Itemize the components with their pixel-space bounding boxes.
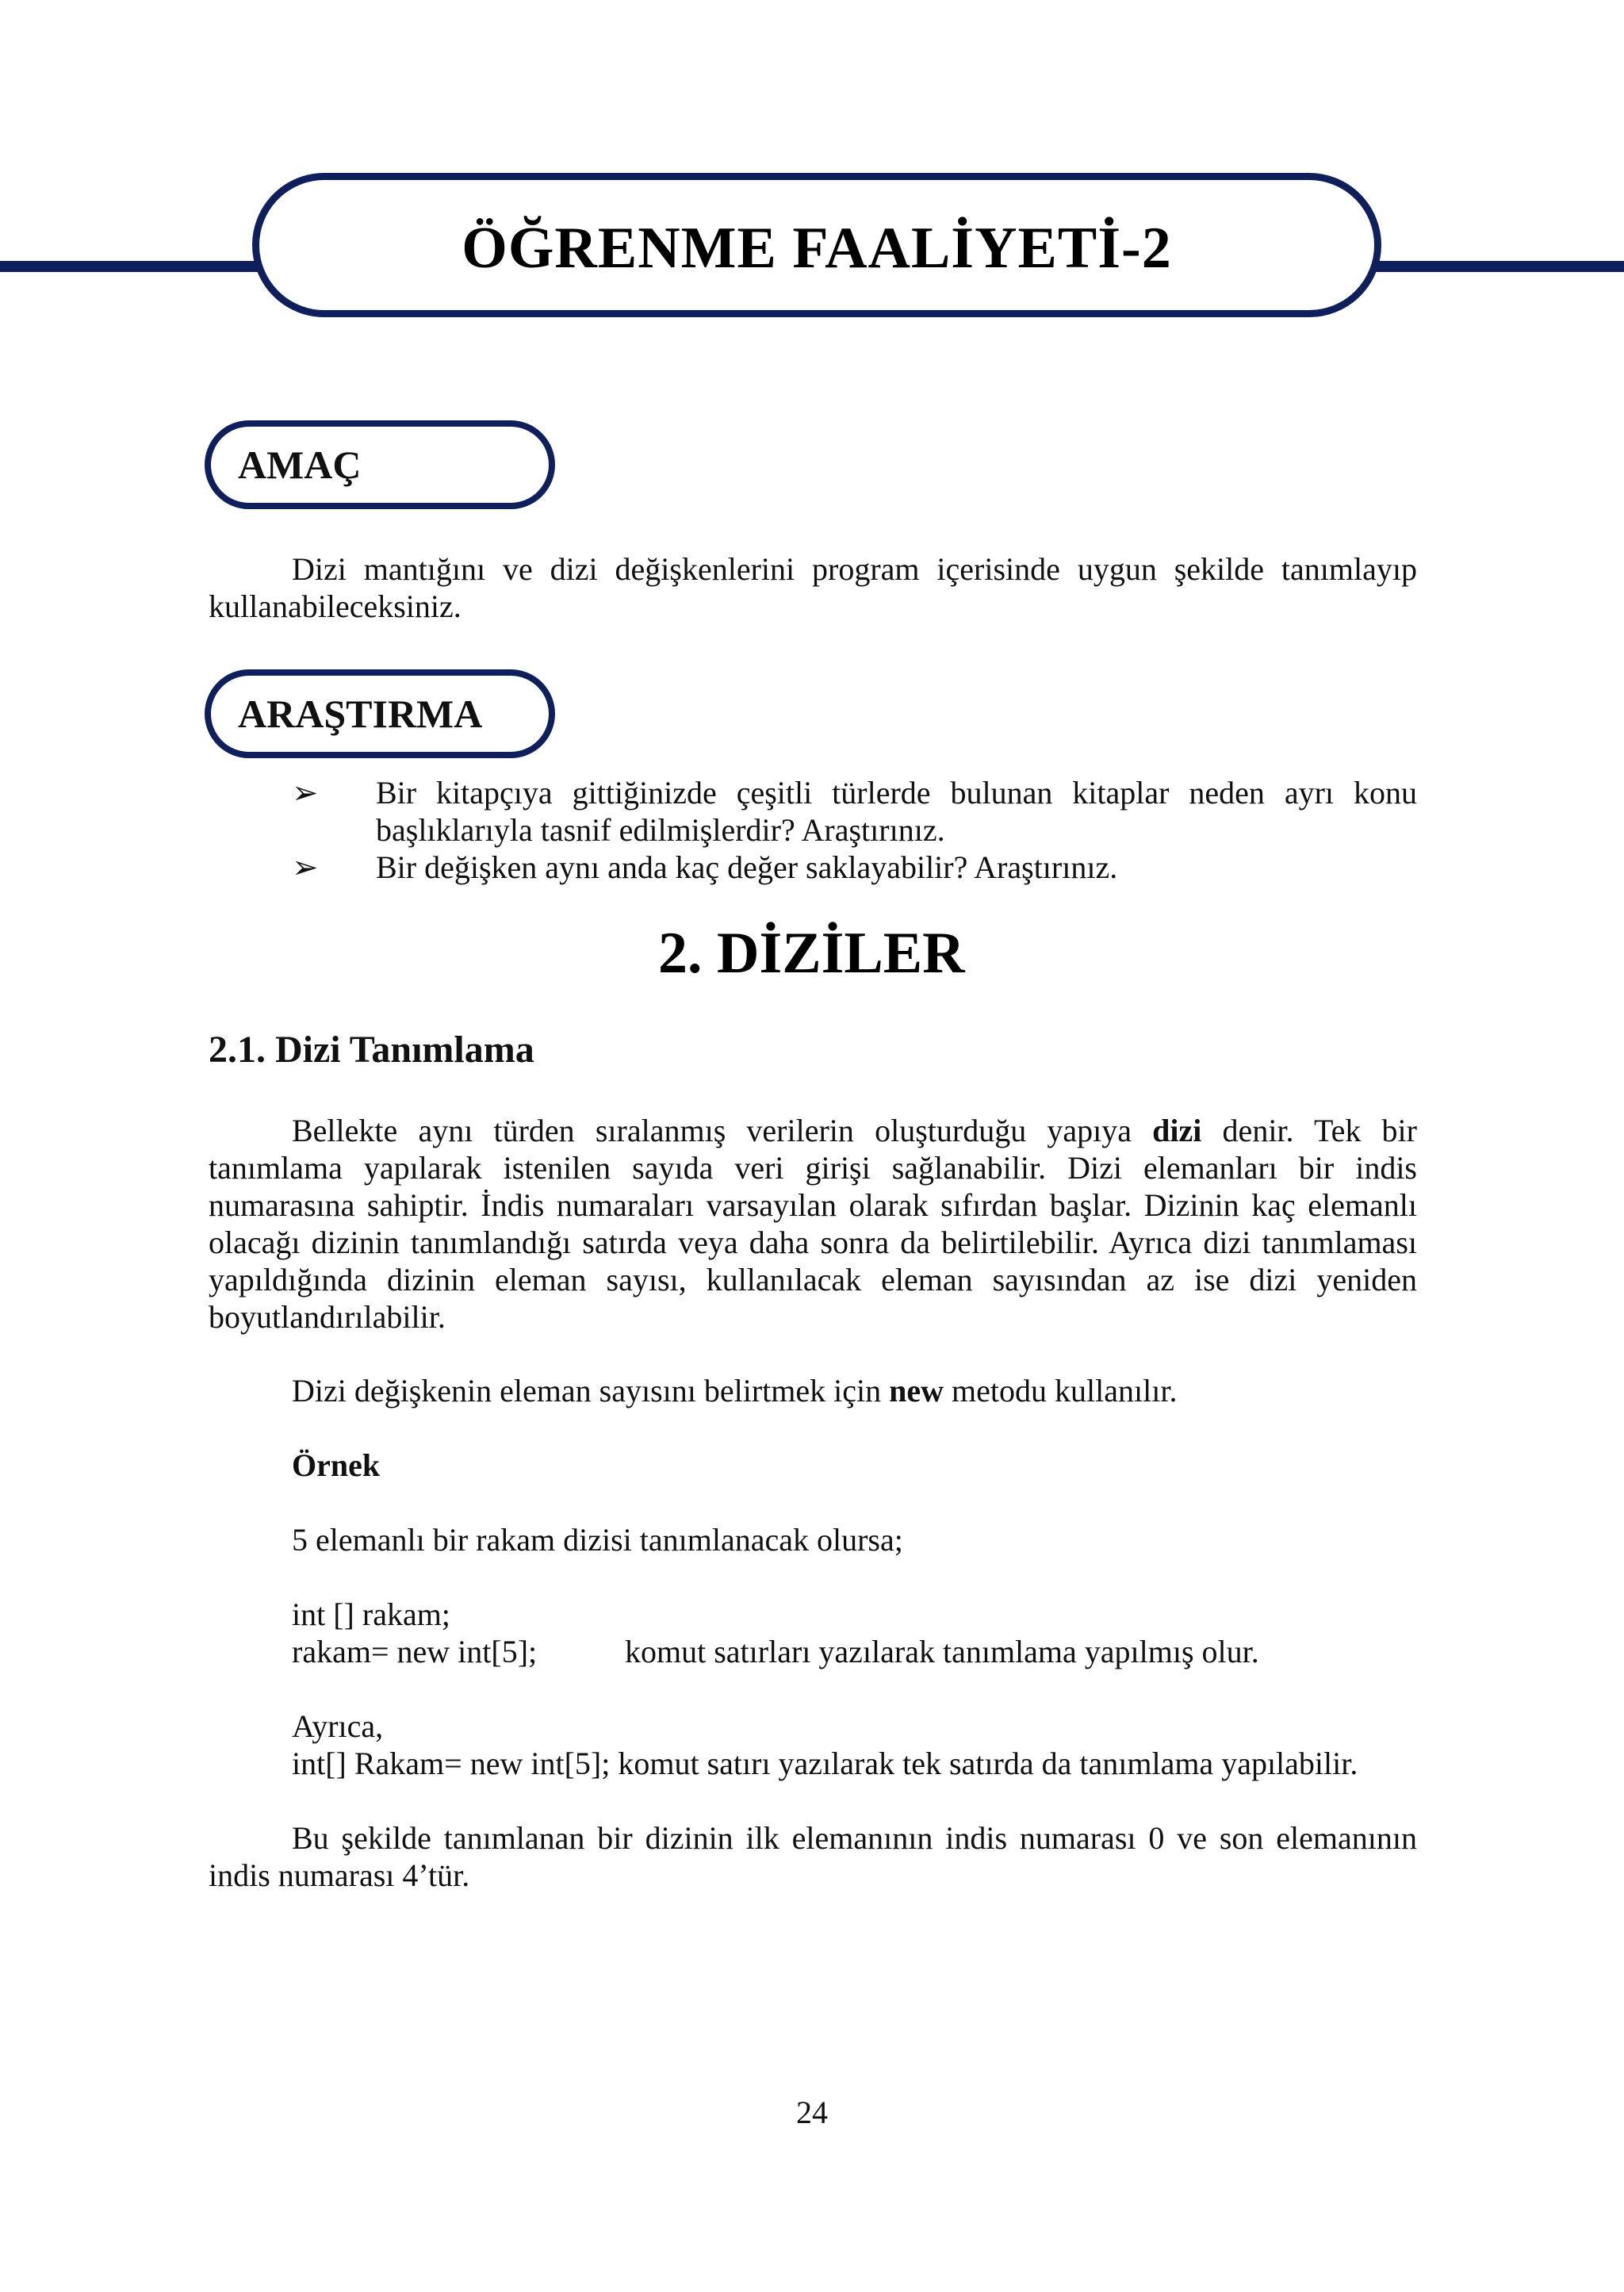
definition-text-start: Bellekte aynı türden sıralanmış verilerin oluşturduğu yapıya (292, 1113, 1153, 1148)
new-method-text-end: metodu kullanılır. (944, 1373, 1178, 1409)
activity-title: ÖĞRENME FAALİYETİ-2 (462, 215, 1172, 281)
amac-heading-box (205, 420, 555, 509)
activity-title-banner (252, 173, 1381, 317)
also-label: Ayrıca, (292, 1708, 384, 1744)
closing-paragraph: Bu şekilde tanımlanan bir dizinin ilk elemanının indis numarası 0 ve son elemanının indis numarası 4’tür. (209, 1820, 1417, 1893)
amac-text: Dizi mantığını ve dizi değişkenlerini program içerisinde uygun şekilde tanımlayıp kullanabileceksiniz. (209, 551, 1417, 624)
code-line-comment: komut satırları yazılarak tanımlama yapılmış olur. (625, 1634, 1259, 1669)
new-method-text-start: Dizi değişkenin eleman sayısını belirtmek için (292, 1373, 890, 1409)
example-intro: 5 elemanlı bir rakam dizisi tanımlanacak olursa; (292, 1522, 903, 1558)
arastirma-heading-box (205, 669, 555, 758)
bullet-arrow-icon: ➢ (292, 849, 319, 885)
definition-paragraph (209, 1112, 1417, 1336)
header-rule-left (0, 261, 262, 272)
example-label: Örnek (292, 1447, 381, 1483)
bullet-arrow-icon: ➢ (292, 775, 319, 811)
section-title: 2.1. Dizi Tanımlama (209, 1029, 534, 1071)
page-number: 24 (796, 2095, 828, 2130)
header-rule-right (1372, 261, 1624, 272)
code-line-allocation: rakam= new int[5]; (292, 1634, 538, 1669)
arastirma-item-2: Bir değişken aynı anda kaç değer saklayabilir? Araştırınız. (376, 849, 1118, 885)
code-line-declaration: int [] rakam; (292, 1596, 450, 1632)
chapter-title: 2. DİZİLER (658, 921, 965, 986)
arastirma-heading: ARAŞTIRMA (238, 692, 483, 736)
definition-term: dizi (1152, 1113, 1202, 1148)
amac-heading: AMAÇ (238, 443, 362, 487)
single-line-definition: int[] Rakam= new int[5]; komut satırı yazılarak tek satırda da tanımlama yapılabilir. (292, 1746, 1358, 1781)
definition-text-end: denir. Tek bir tanımlama yapılarak istenilen sayıda veri girişi sağlanabilir. Dizi elemanları bir indis numarasına sahiptir. İndis numaraları varsayılan olarak sıfırdan başlar. Dizinin kaç elemanlı olacağı dizinin tanımlandığı satırda veya daha sonra da belirtilebilir. Ayrıca dizi tanımlaması yapıldığında dizinin eleman sayısı, kullanılacak eleman sayısından az ise dizi yeniden boyutlandırılabilir. (209, 1113, 1417, 1335)
new-method-paragraph (292, 1372, 1177, 1409)
arastirma-item-1: Bir kitapçıya gittiğinizde çeşitli türlerde bulunan kitaplar neden ayrı konu başlıklarıyla tasnif edilmişlerdir? Araştırınız. (376, 775, 1417, 848)
new-keyword: new (889, 1373, 944, 1409)
